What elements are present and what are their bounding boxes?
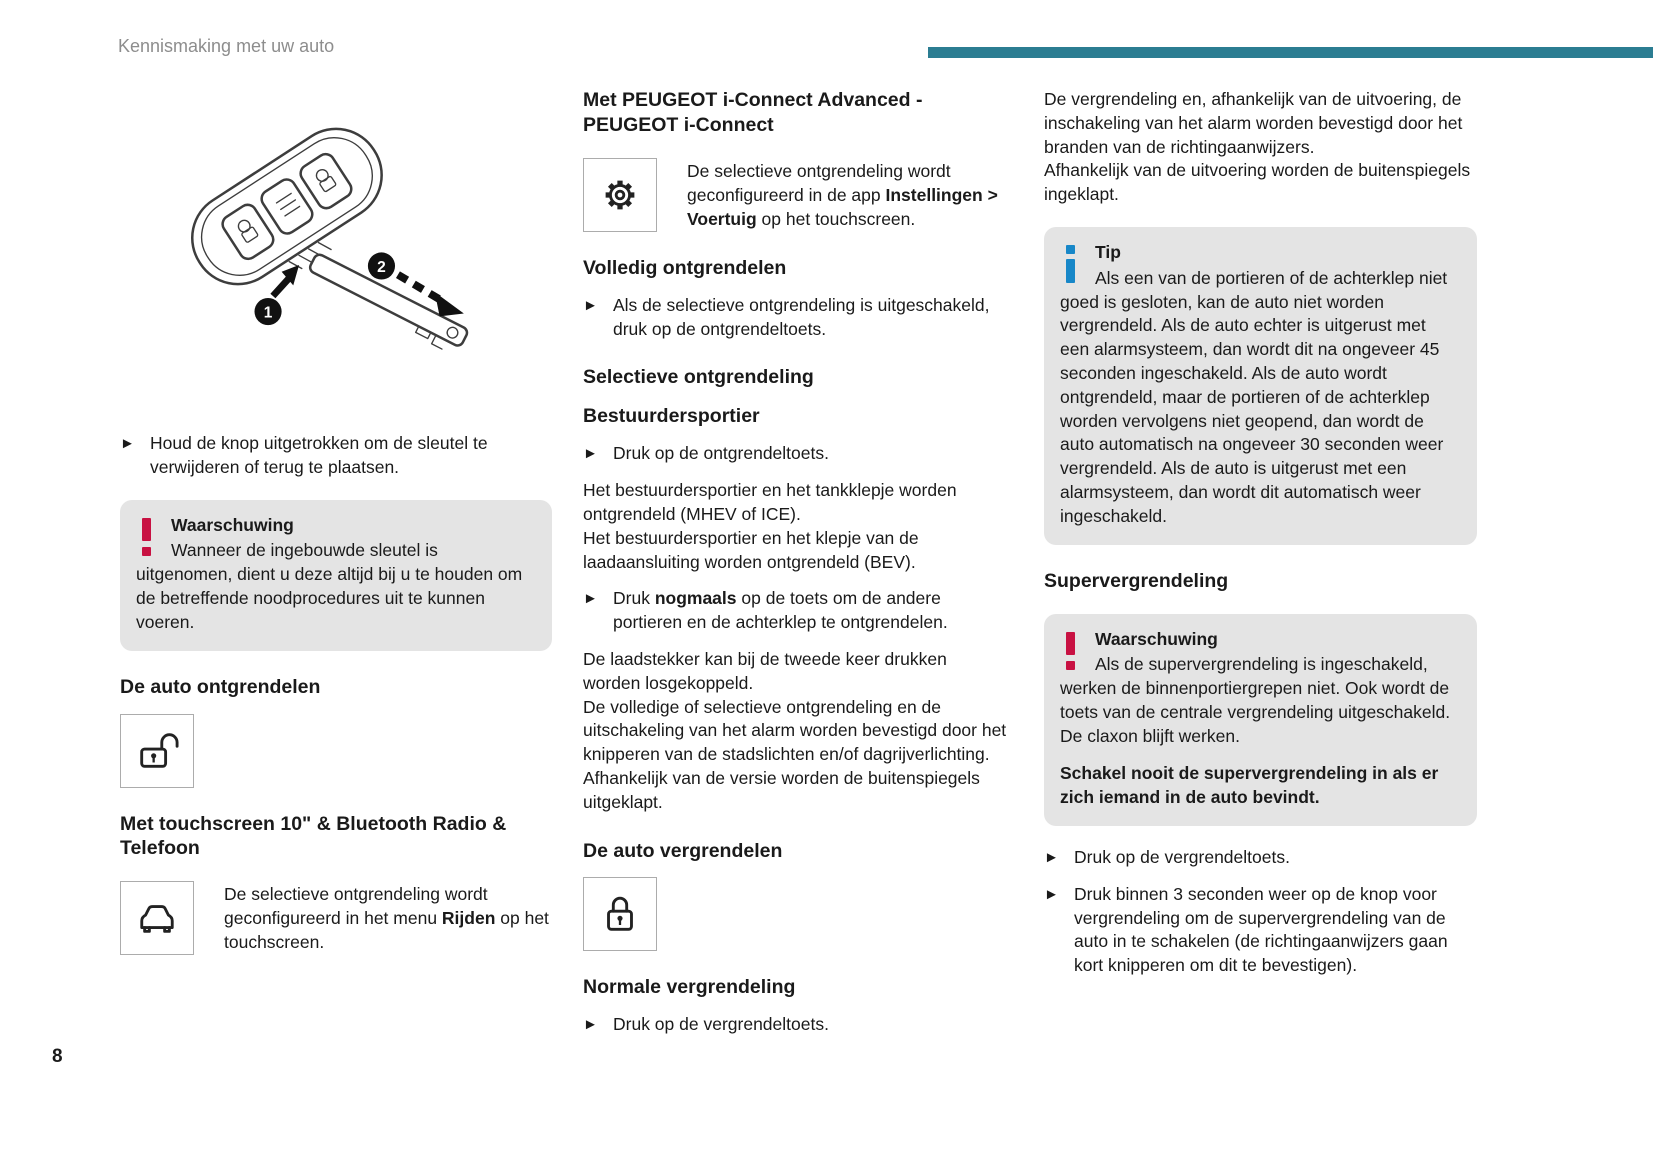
key-fob-illustration [144,80,522,388]
paragraph: Afhankelijk van de uitvoering worden de buitenspiegels ingeklapt. [1044,160,1471,205]
step-2-label: 2 [377,258,386,276]
bullet-item [583,587,1007,635]
paragraph: De vergrendeling en, afhankelijk van de uitvoering, de inschakeling van het alarm worden bevestigd door het branden van de richtingaanwijzers. [1044,89,1463,157]
arrow-bullet-icon: ► [120,435,135,452]
text-part-bold: nogmaals [654,588,737,609]
notice-body: Wanneer de ingebouwde sleutel is uitgenomen, dient u deze altijd bij u te houden om de betreffende noodprocedures uit te kunnen voeren. [136,540,523,632]
iconnect-config-text [687,160,1007,231]
tip-box [1044,227,1477,545]
touchscreen-config-row [120,881,552,955]
notice-title: Waarschuwing [1095,628,1218,649]
notice-body: Als de supervergrendeling is ingeschakeld, werken de binnenportiergrepen niet. Ook wordt de toets van de centrale vergrendeling uitgeschakeld. De claxon blijft werken. [1060,654,1451,746]
warning-box [120,500,552,651]
paragraph: Het bestuurdersportier en het klepje van de laadaansluiting worden ontgrendeld (BEV). [583,527,919,572]
bullet-text [613,587,1007,635]
text-part: De selectieve ontgrendeling wordt geconfigureerd in de app [687,160,951,205]
text-part: op de toets om de andere portieren en de achterklep te ontgrendelen. [613,588,948,633]
heading-touchscreen: Met touchscreen 10" & Bluetooth Radio & Telefoon [120,812,507,860]
header-accent-bar [928,47,1653,58]
heading-iconnect: Met PEUGEOT i-Connect Advanced - PEUGEOT i-Connect [583,89,923,136]
touchscreen-config-text [224,883,552,954]
bullet-item [120,432,552,480]
heading-full-unlock: Volledig ontgrendelen [583,256,787,279]
heading-normal-lock: Normale vergrendeling [583,976,796,999]
arrow-bullet-icon: ► [583,296,598,314]
step-1-label: 1 [263,304,273,322]
paragraph: Het bestuurdersportier en het tankklepje worden ontgrendeld (MHEV of ICE). [583,480,957,524]
text-part: De selectieve ontgrendeling wordt geconfigureerd in het menu [224,884,488,929]
text-part-bold: Instellingen > Voertuig [687,184,998,229]
bullet-item [1044,846,1477,870]
text-part-bold: Rijden [441,908,496,929]
arrow-bullet-icon: ► [583,590,598,608]
notice-title: Tip [1095,241,1121,262]
car-icon [120,881,194,955]
heading-superlock: Supervergrendeling [1044,569,1229,592]
page-number: 8 [52,1046,63,1067]
text-part: op het touchscreen. [756,208,916,229]
heading-unlock-car: De auto ontgrendelen [120,675,321,698]
notice-body: Als een van de portieren of de achterklep niet goed is gesloten, kan de auto niet worden vergrendeld. Als de auto echter is uitgerust met een alarmsysteem, dan wordt dit na ongeveer 45 seconden ingeschakeld. Als de auto wordt ontgrendeld, maar de portieren of de achterklep worden vervolgens niet geopend, dan wordt de auto automatisch na ongeveer 30 seconden weer vergrendeld. Als de auto is uitgerust met een alarmsysteem, dan wordt dit automatisch weer ingeschakeld. [1060,267,1448,526]
warning-box [1044,614,1477,827]
arrow-bullet-icon: ► [1044,885,1059,903]
column-right [1044,88,1477,991]
notice-title: Waarschuwing [171,514,294,535]
bullet-text: Druk binnen 3 seconden weer op de knop voor vergrendeling om de supervergrendeling van de auto in te schakelen (de richtingaanwijzers gaan kort knipperen om dit te bevestigen). [1074,883,1448,976]
bullet-text: Houd de knop uitgetrokken om de sleutel te verwijderen of terug te plaatsen. [150,433,488,477]
info-icon [1062,244,1081,288]
bullet-text: Druk op de vergrendeltoets. [613,1014,829,1035]
arrow-bullet-icon: ► [583,445,598,463]
arrow-bullet-icon: ► [1044,849,1059,867]
warning-icon [1062,631,1081,675]
gear-icon [583,158,657,232]
bullet-text: Als de selectieve ontgrendeling is uitgeschakeld, druk op de ontgrendeltoets. [613,294,990,339]
running-header: Kennismaking met uw auto [118,36,335,56]
heading-lock-car: De auto vergrendelen [583,839,783,862]
notice-strong-note: Schakel nooit de supervergrendeling in als er zich iemand in de auto bevindt. [1060,763,1439,808]
paragraph: De volledige of selectieve ontgrendeling en de uitschakeling van het alarm worden bevestigd door het knipperen van de stadslichten en/of dagrijverlichting. [583,696,1007,765]
bullet-text: Druk op de ontgrendeltoets. [613,443,829,464]
heading-driver-door: Bestuurdersportier [583,405,760,428]
warning-icon [138,517,157,561]
bullet-item [583,294,1007,342]
column-middle [583,88,1007,1050]
bullet-text: Druk op de vergrendeltoets. [1074,847,1290,868]
paragraph: De laadstekker kan bij de tweede keer drukken worden losgekoppeld. [583,648,947,693]
iconnect-config-row [583,158,1007,232]
arrow-bullet-icon: ► [583,1016,598,1034]
bullet-item [1044,883,1477,978]
text-part: Druk [613,588,655,609]
bullet-item [583,442,1007,466]
column-left [120,80,552,975]
bullet-item [583,1013,1007,1037]
unlock-padlock-icon [120,714,194,788]
lock-padlock-icon [583,877,657,951]
text-part: op het touchscreen. [224,908,549,953]
paragraph: Afhankelijk van de versie worden de buitenspiegels uitgeklapt. [583,767,980,812]
heading-selective-unlock: Selectieve ontgrendeling [583,366,814,389]
